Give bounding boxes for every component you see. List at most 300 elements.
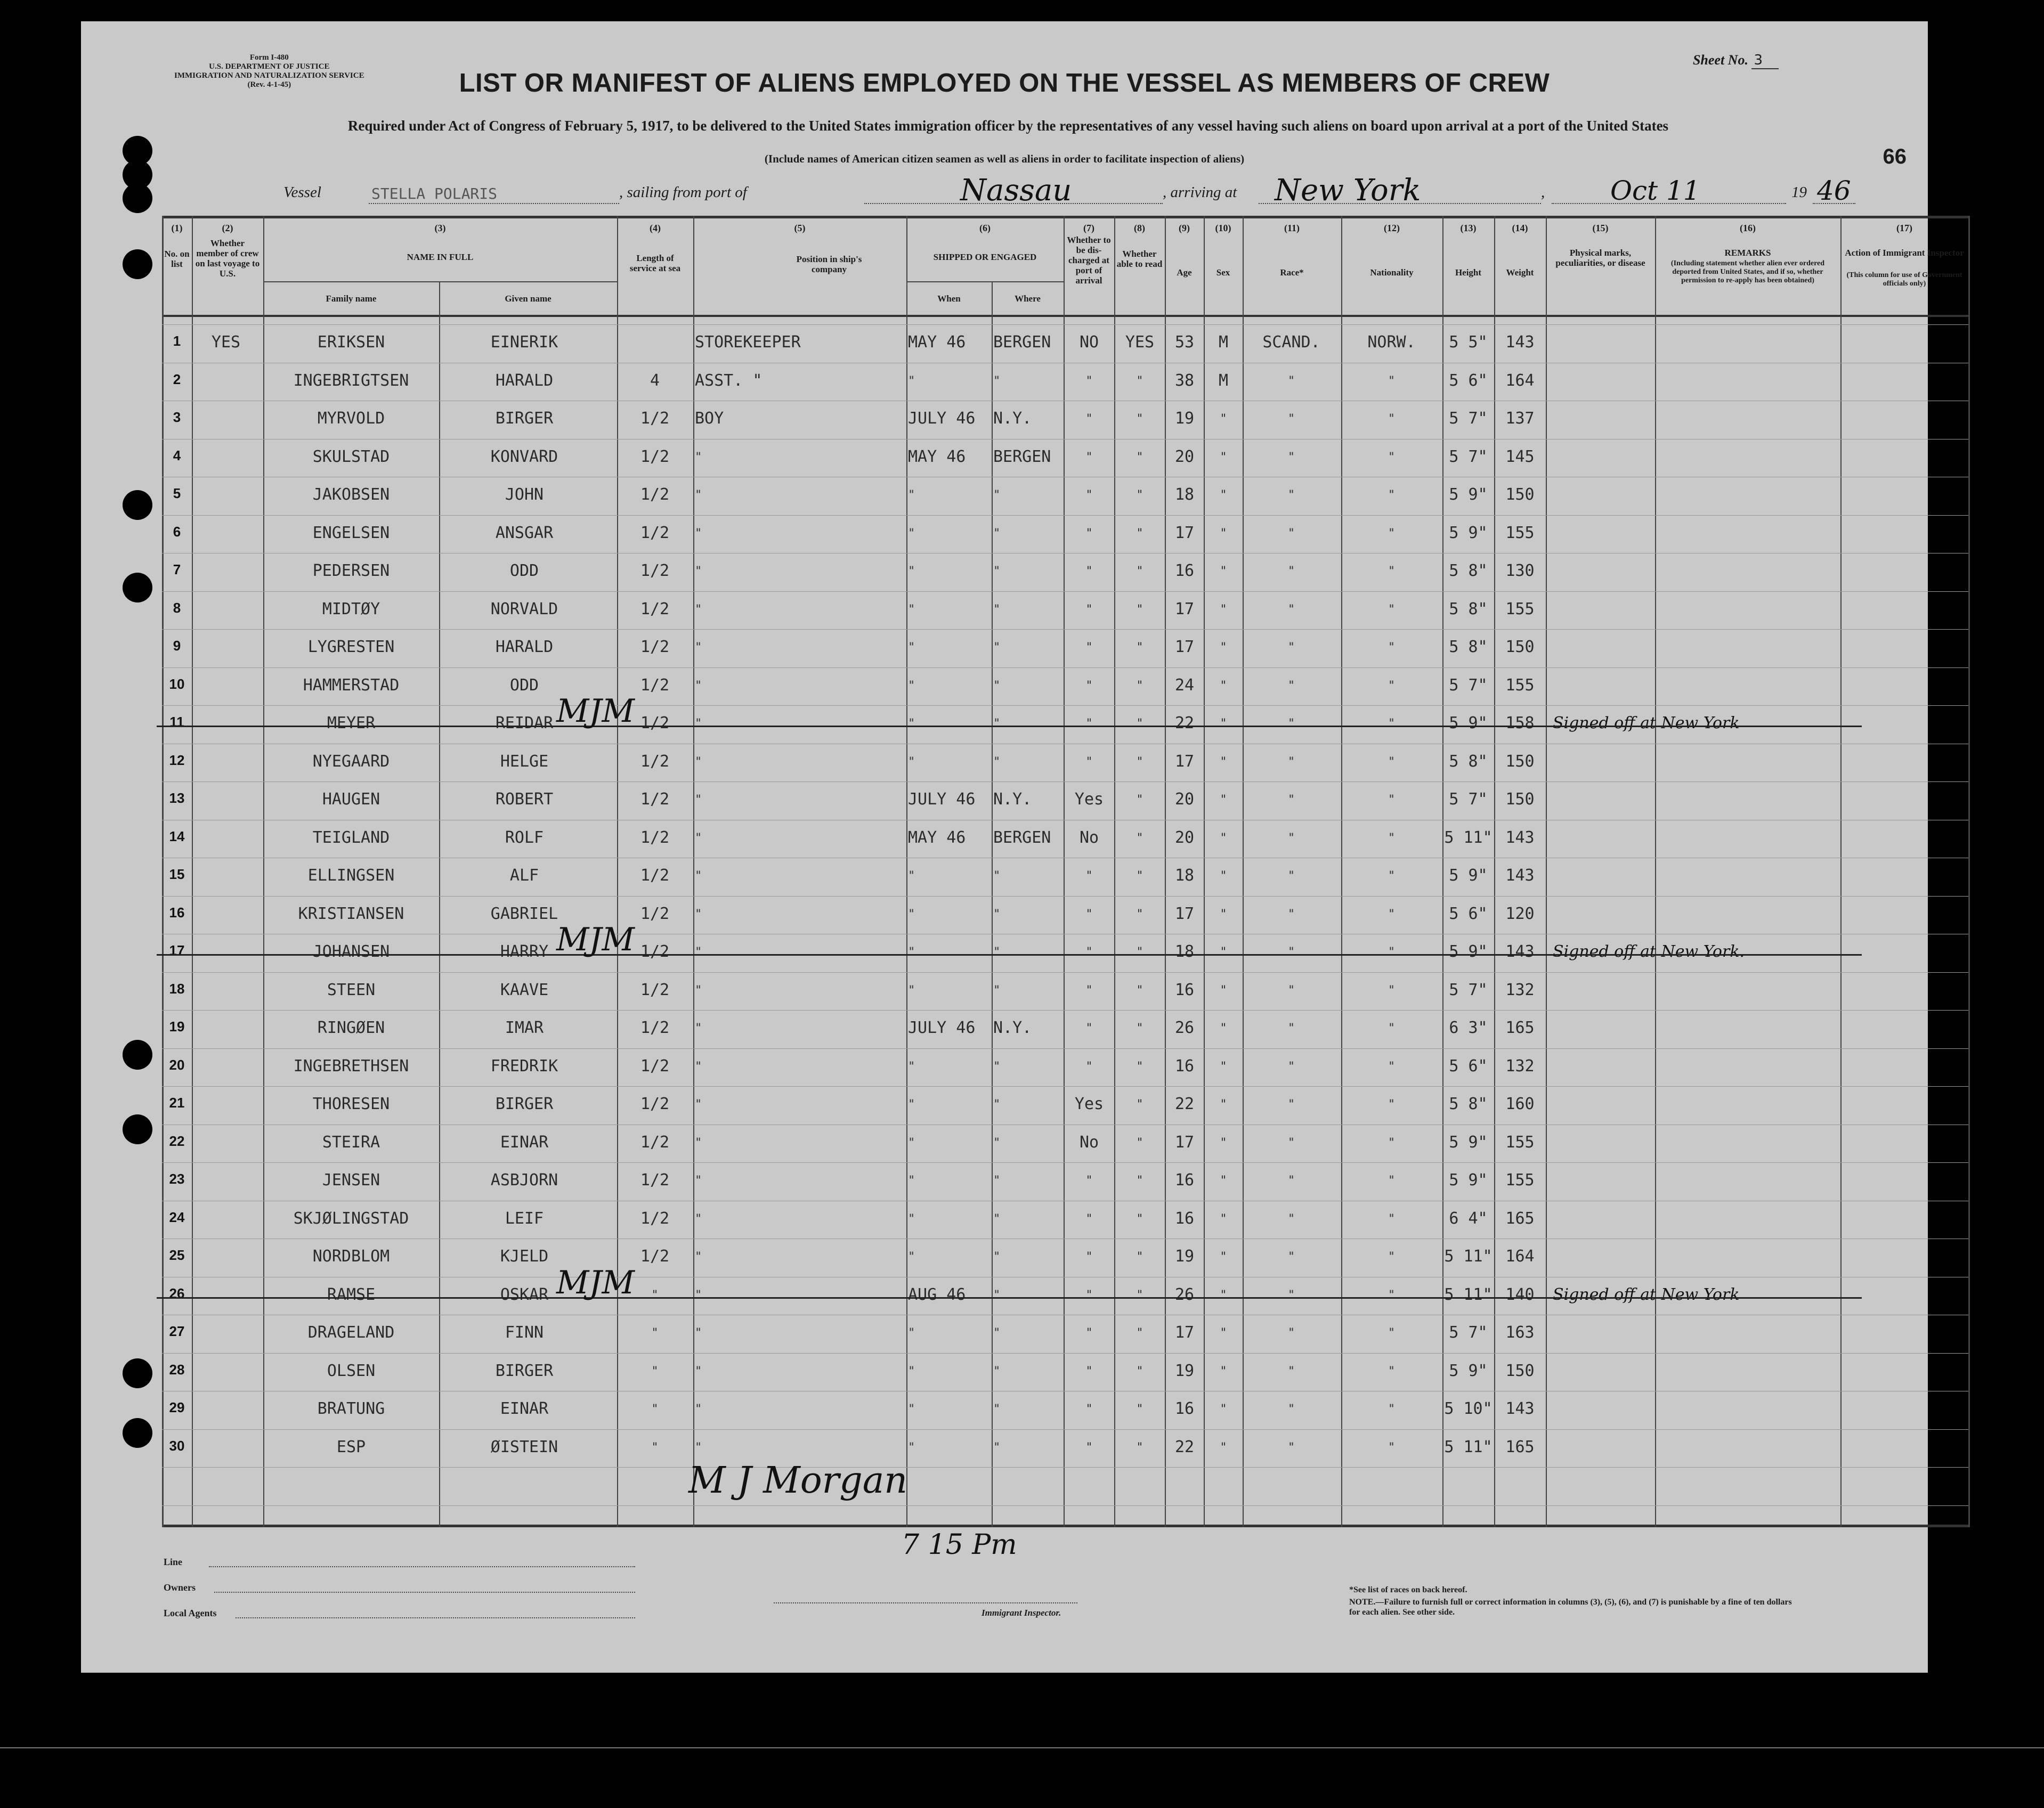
cell-nationality: ": [1388, 1060, 1396, 1073]
strike-line: [157, 726, 1862, 727]
cell-when: ": [908, 907, 915, 921]
punch-hole: [123, 1358, 152, 1388]
cell-sex: ": [1220, 1098, 1227, 1111]
cell-when: ": [908, 602, 915, 616]
cell-family: RAMSE: [327, 1285, 376, 1304]
cell-nationality: ": [1388, 755, 1396, 769]
cell-given: ODD: [509, 561, 539, 580]
cell-race: ": [1287, 1022, 1295, 1035]
cell-given: HARRY: [500, 942, 549, 961]
cell-where: ": [993, 907, 1001, 921]
cell-age: 22: [1174, 1437, 1195, 1456]
cell-weight: 155: [1505, 1171, 1535, 1190]
cell-read: ": [1136, 755, 1143, 769]
cell-sex: M: [1218, 333, 1229, 352]
department: U.S. DEPARTMENT OF JUSTICE: [209, 62, 330, 71]
cell-service: 1/2: [640, 1019, 670, 1037]
cell-where: ": [993, 1288, 1001, 1302]
cell-position: ": [695, 602, 702, 616]
cell-where: ": [993, 1440, 1001, 1454]
cell-service: 1/2: [640, 409, 670, 428]
manifest-sheet: [81, 21, 1964, 1673]
cell-height: 5 6": [1449, 1056, 1488, 1076]
col-shipped: SHIPPED OR ENGAGED: [933, 252, 1037, 262]
cell-read: ": [1136, 1403, 1143, 1416]
cell-when: JULY 46: [908, 790, 976, 809]
cell-nationality: ": [1388, 526, 1396, 540]
initials-mark: MJM: [556, 921, 635, 958]
cell-discharged: NO: [1079, 333, 1099, 352]
cell-given: ASBJORN: [490, 1171, 558, 1190]
cell-family: LYGRESTEN: [307, 638, 395, 656]
cell-weight: 143: [1505, 1399, 1535, 1418]
cell-age: 16: [1174, 561, 1195, 580]
cell-when: ": [908, 755, 915, 769]
cell-age: 24: [1174, 675, 1195, 695]
cell-family: ERIKSEN: [317, 333, 385, 352]
cell-weight: 120: [1505, 904, 1535, 923]
col13-number: (13): [1460, 223, 1477, 233]
cell-when: ": [908, 1403, 915, 1416]
cell-when: ": [908, 1136, 915, 1150]
cell-race: ": [1287, 793, 1295, 807]
cell-age: 17: [1174, 1323, 1195, 1342]
cell-weight: 132: [1505, 1056, 1535, 1076]
cell-height: 5 9": [1449, 942, 1488, 961]
cell-nationality: ": [1388, 983, 1396, 997]
cell-height: 5 8": [1449, 1095, 1488, 1113]
cell-height: 5 9": [1449, 1361, 1488, 1380]
cell-nationality: ": [1388, 1326, 1396, 1340]
cell-read: ": [1136, 679, 1143, 693]
cell-discharged: ": [1085, 717, 1093, 730]
cell-when: MAY 46: [908, 333, 966, 352]
cell-sex: ": [1220, 1136, 1227, 1150]
cell-read: ": [1136, 793, 1143, 807]
cell-given: KJELD: [500, 1247, 549, 1266]
cell-age: 17: [1174, 638, 1195, 656]
punch-hole: [123, 490, 152, 520]
cell-discharged: ": [1085, 602, 1093, 616]
cell-race: ": [1287, 1212, 1295, 1226]
cell-read: ": [1136, 1250, 1143, 1264]
cell-sex: ": [1220, 907, 1227, 921]
cell-nationality: ": [1388, 488, 1396, 502]
col-position: Position in ship's company: [796, 254, 862, 274]
cell-discharged: No: [1079, 1133, 1099, 1152]
cell-weight: 143: [1505, 942, 1535, 961]
cell-position: ": [695, 1060, 702, 1073]
cell-when: ": [908, 869, 915, 883]
cell-when: AUG 46: [908, 1285, 966, 1304]
cell-sex: ": [1220, 1440, 1227, 1454]
port-to: New York: [1275, 173, 1421, 208]
cell-given: EINAR: [500, 1133, 549, 1152]
col16-number: (16): [1740, 223, 1756, 233]
cell-no: 23: [169, 1171, 185, 1187]
cell-position: ": [695, 717, 702, 730]
cell-family: NORDBLOM: [312, 1247, 390, 1266]
cell-sex: ": [1220, 1174, 1227, 1187]
cell-family: JOHANSEN: [312, 942, 390, 961]
cell-sex: ": [1220, 831, 1227, 845]
cell-family: PEDERSEN: [312, 561, 390, 580]
cell-position: ": [695, 1174, 702, 1187]
col6-number: (6): [979, 223, 991, 233]
cell-position: ": [695, 1098, 702, 1111]
cell-family: STEIRA: [322, 1133, 380, 1152]
col-physical: Physical marks, peculiarities, or disease: [1555, 248, 1645, 268]
cell-service: 1/2: [640, 638, 670, 656]
col-family-name: Family name: [326, 294, 377, 304]
cell-nationality: ": [1388, 1403, 1396, 1416]
cell-weight: 155: [1505, 675, 1535, 695]
cell-remarks: Signed off at New York: [1553, 1285, 1740, 1304]
cell-read: ": [1136, 602, 1143, 616]
vessel-name: STELLA POLARIS: [371, 185, 498, 202]
cell-remarks: Signed off at New York: [1553, 714, 1740, 732]
cell-where: N.Y.: [993, 1019, 1032, 1037]
sheet-number: [1693, 52, 1779, 68]
cell-no: 22: [169, 1133, 185, 1149]
cell-age: 26: [1174, 1019, 1195, 1037]
cell-no: 2: [173, 371, 181, 387]
cell-discharged: ": [1085, 374, 1093, 388]
cell-discharged: ": [1085, 1326, 1093, 1340]
cell-given: FREDRIK: [490, 1056, 558, 1076]
cell-where: BERGEN: [993, 828, 1051, 847]
cell-service: 1/2: [640, 1133, 670, 1152]
col10-number: (10): [1215, 223, 1231, 233]
cell-sex: M: [1218, 371, 1229, 390]
cell-when: MAY 46: [908, 828, 966, 847]
inspector-label: Immigrant Inspector.: [982, 1608, 1061, 1618]
cell-discharged: ": [1085, 641, 1093, 654]
cell-given: KONVARD: [490, 447, 558, 466]
cell-service: 1/2: [640, 1209, 670, 1228]
inspection-time: 7 15 Pm: [902, 1529, 1017, 1561]
cell-age: 19: [1174, 1361, 1195, 1380]
cell-no: 25: [169, 1247, 185, 1263]
cell-given: BIRGER: [495, 409, 554, 428]
cell-discharged: ": [1085, 1174, 1093, 1187]
cell-sex: ": [1220, 526, 1227, 540]
cell-no: 12: [169, 752, 185, 768]
col2-number: (2): [222, 223, 233, 233]
cell-nationality: ": [1388, 946, 1396, 959]
col-given-name: Given name: [505, 294, 551, 304]
cell-service: 1/2: [640, 1247, 670, 1266]
cell-where: ": [993, 641, 1001, 654]
cell-read: ": [1136, 1326, 1143, 1340]
cell-family: JAKOBSEN: [312, 485, 390, 504]
cell-weight: 145: [1505, 447, 1535, 466]
cell-race: ": [1287, 1060, 1295, 1073]
cell-nationality: ": [1388, 602, 1396, 616]
cell-height: 5 7": [1449, 447, 1488, 466]
cell-family: STEEN: [327, 980, 376, 999]
cell-given: HARALD: [495, 371, 554, 390]
cell-race: ": [1287, 907, 1295, 921]
cell-where: ": [993, 983, 1001, 997]
cell-age: 20: [1174, 790, 1195, 809]
cell-no: 20: [169, 1056, 185, 1073]
col1-number: (1): [171, 223, 183, 233]
cell-race: ": [1287, 1098, 1295, 1111]
cell-age: 26: [1174, 1285, 1195, 1304]
cell-nationality: ": [1388, 450, 1396, 464]
port-from: Nassau: [960, 173, 1072, 208]
cell-given: JOHN: [505, 485, 544, 504]
cell-service: 1/2: [640, 828, 670, 847]
cell-where: ": [993, 1250, 1001, 1264]
cell-age: 22: [1174, 1095, 1195, 1113]
cell-weight: 150: [1505, 638, 1535, 656]
initials-mark: MJM: [556, 1264, 635, 1301]
cell-where: ": [993, 755, 1001, 769]
cell-read: ": [1136, 869, 1143, 883]
cell-height: 5 9": [1449, 1171, 1488, 1190]
cell-given: OSKAR: [500, 1285, 549, 1304]
cell-service: 1/2: [640, 1095, 670, 1113]
cell-where: ": [993, 1136, 1001, 1150]
cell-position: ": [695, 488, 702, 502]
cell-service: 1/2: [640, 485, 670, 504]
cell-race: ": [1287, 526, 1295, 540]
cell-no: 6: [173, 523, 181, 540]
sailing-label: , sailing from port of: [619, 184, 747, 201]
cell-nationality: ": [1388, 793, 1396, 807]
cell-family: KRISTIANSEN: [298, 904, 404, 923]
cell-age: 19: [1174, 409, 1195, 428]
sheet-label: Sheet No.: [1692, 52, 1748, 68]
cell-where: ": [993, 1364, 1001, 1378]
cell-height: 5 8": [1449, 599, 1488, 618]
cell-weight: 143: [1505, 333, 1535, 352]
cell-discharged: ": [1085, 1022, 1093, 1035]
cell-nationality: ": [1388, 412, 1396, 426]
cell-sex: ": [1220, 641, 1227, 654]
cell-race: ": [1287, 641, 1295, 654]
cell-service: 1/2: [640, 599, 670, 618]
cell-sex: ": [1220, 1022, 1227, 1035]
cell-sex: ": [1220, 1364, 1227, 1378]
cell-service: 1/2: [640, 1056, 670, 1076]
cell-read: ": [1136, 983, 1143, 997]
cell-where: ": [993, 374, 1001, 388]
cell-family: NYEGAARD: [312, 752, 390, 771]
punch-hole: [123, 183, 152, 213]
cell-race: ": [1287, 412, 1295, 426]
cell-remarks: Signed off at New York.: [1553, 942, 1745, 961]
cell-nationality: NORW.: [1367, 333, 1416, 352]
cell-position: ": [695, 1212, 702, 1226]
cell-weight: 160: [1505, 1095, 1535, 1113]
cell-discharged: ": [1085, 488, 1093, 502]
crew-table: [162, 216, 1968, 1527]
cell-race: ": [1287, 983, 1295, 997]
cell-height: 5 11": [1444, 1285, 1493, 1304]
cell-read: ": [1136, 565, 1143, 578]
cell-position: STOREKEEPER: [695, 333, 801, 352]
cell-service: 1/2: [640, 675, 670, 695]
cell-position: ": [695, 1326, 702, 1340]
cell-family: ELLINGSEN: [307, 866, 395, 885]
cell-no: 1: [173, 333, 181, 349]
cell-no: 26: [169, 1285, 185, 1301]
col-list-number: No. on list: [164, 249, 190, 269]
cell-family: MIDTØY: [322, 599, 380, 618]
cell-service: 1/2: [640, 980, 670, 999]
cell-age: 16: [1174, 1171, 1195, 1190]
cell-sex: ": [1220, 1403, 1227, 1416]
cell-no: 14: [169, 828, 185, 844]
punch-hole: [123, 249, 152, 279]
cell-discharged: ": [1085, 946, 1093, 959]
cell-position: ": [695, 1250, 702, 1264]
cell-service: 4: [650, 371, 660, 390]
cell-read: ": [1136, 907, 1143, 921]
races-note: *See list of races on back hereof.: [1349, 1585, 1467, 1594]
cell-age: 18: [1174, 942, 1195, 961]
cell-position: ": [695, 679, 702, 693]
cell-read: ": [1136, 1098, 1143, 1111]
cell-sex: ": [1220, 679, 1227, 693]
cell-weight: 143: [1505, 828, 1535, 847]
cell-height: 5 7": [1449, 675, 1488, 695]
cell-position: ": [695, 450, 702, 464]
cell-age: 38: [1174, 371, 1195, 390]
cell-weight: 155: [1505, 523, 1535, 542]
cell-read: ": [1136, 641, 1143, 654]
cell-given: BIRGER: [495, 1095, 554, 1113]
cell-no: 9: [173, 638, 181, 654]
cell-given: HARALD: [495, 638, 554, 656]
col12-number: (12): [1384, 223, 1400, 233]
cell-position: ": [695, 983, 702, 997]
cell-weight: 137: [1505, 409, 1535, 428]
cell-where: ": [993, 1060, 1001, 1073]
cell-where: ": [993, 602, 1001, 616]
cell-weight: 132: [1505, 980, 1535, 999]
cell-position: ": [695, 793, 702, 807]
cell-nationality: ": [1388, 1288, 1396, 1302]
cell-nationality: ": [1388, 869, 1396, 883]
cell-no: 19: [169, 1019, 185, 1035]
cell-weight: 143: [1505, 866, 1535, 885]
cell-given: ANSGAR: [495, 523, 554, 542]
cell-given: KAAVE: [500, 980, 549, 999]
cell-service: 1/2: [640, 904, 670, 923]
cell-weight: 130: [1505, 561, 1535, 580]
cell-service: ": [651, 1326, 659, 1340]
page-subtitle-note: (Include names of American citizen seamen as well as aliens in order to facilitate inspection of aliens): [764, 152, 1245, 165]
cell-family: RINGØEN: [317, 1019, 385, 1037]
col3-number: (3): [434, 223, 446, 233]
cell-weight: 155: [1505, 599, 1535, 618]
cell-height: 5 6": [1449, 371, 1488, 390]
cell-position: ": [695, 946, 702, 959]
col-when: When: [937, 294, 961, 304]
cell-given: FINN: [505, 1323, 544, 1342]
cell-no: 30: [169, 1437, 185, 1454]
cell-age: 17: [1174, 1133, 1195, 1152]
cell-discharged: ": [1085, 1060, 1093, 1073]
cell-race: ": [1287, 1403, 1295, 1416]
cell-age: 19: [1174, 1247, 1195, 1266]
punch-hole: [123, 1040, 152, 1070]
service: IMMIGRATION AND NATURALIZATION SERVICE: [174, 71, 364, 80]
owners-label: Owners: [164, 1582, 196, 1593]
cell-sex: ": [1220, 602, 1227, 616]
cell-no: 15: [169, 866, 185, 882]
cell-position: ": [695, 526, 702, 540]
cell-when: MAY 46: [908, 447, 966, 466]
cell-discharged: ": [1085, 1364, 1093, 1378]
cell-read: ": [1136, 526, 1143, 540]
cell-read: ": [1136, 374, 1143, 388]
cell-family: MEYER: [327, 714, 376, 732]
cell-position: ASST. ": [695, 371, 763, 390]
cell-service: 1/2: [640, 447, 670, 466]
col-action: Action of Immigrant Inspector: [1845, 248, 1964, 258]
cell-given: LEIF: [505, 1209, 544, 1228]
cell-sex: ": [1220, 1060, 1227, 1073]
cell-family: ENGELSEN: [312, 523, 390, 542]
cell-where: ": [993, 565, 1001, 578]
cell-given: ØISTEIN: [490, 1437, 558, 1456]
cell-discharged: ": [1085, 526, 1093, 540]
cell-sex: ": [1220, 793, 1227, 807]
cell-position: BOY: [695, 409, 724, 428]
cell-age: 18: [1174, 866, 1195, 885]
punch-hole: [123, 1114, 152, 1144]
cell-where: BERGEN: [993, 333, 1051, 352]
cell-discharged: ": [1085, 1212, 1093, 1226]
cell-sex: ": [1220, 488, 1227, 502]
cell-where: ": [993, 679, 1001, 693]
cell-weight: 140: [1505, 1285, 1535, 1304]
col-discharged: Whether to be dis-charged at port of arrival: [1067, 235, 1111, 286]
cell-age: 17: [1174, 752, 1195, 771]
cell-where: ": [993, 869, 1001, 883]
arriving-label: , arriving at: [1163, 184, 1237, 201]
cell-given: EINERIK: [490, 333, 558, 352]
cell-weight: 150: [1505, 485, 1535, 504]
col8-number: (8): [1134, 223, 1145, 233]
cell-age: 20: [1174, 447, 1195, 466]
cell-height: 5 7": [1449, 1323, 1488, 1342]
cell-height: 5 7": [1449, 980, 1488, 999]
cell-nationality: ": [1388, 374, 1396, 388]
cell-read: ": [1136, 1022, 1143, 1035]
cell-when: ": [908, 1364, 915, 1378]
cell-when: ": [908, 983, 915, 997]
cell-read: ": [1136, 1364, 1143, 1378]
cell-when: JULY 46: [908, 1019, 976, 1037]
cell-service: 1/2: [640, 523, 670, 542]
cell-when: ": [908, 1174, 915, 1187]
cell-sex: ": [1220, 717, 1227, 730]
cell-weight: 164: [1505, 371, 1535, 390]
cell-where: ": [993, 717, 1001, 730]
cell-where: ": [993, 1212, 1001, 1226]
cell-height: 5 9": [1449, 523, 1488, 542]
cell-no: 21: [169, 1095, 185, 1111]
cell-when: ": [908, 1212, 915, 1226]
cell-sex: ": [1220, 869, 1227, 883]
cell-discharged: ": [1085, 412, 1093, 426]
